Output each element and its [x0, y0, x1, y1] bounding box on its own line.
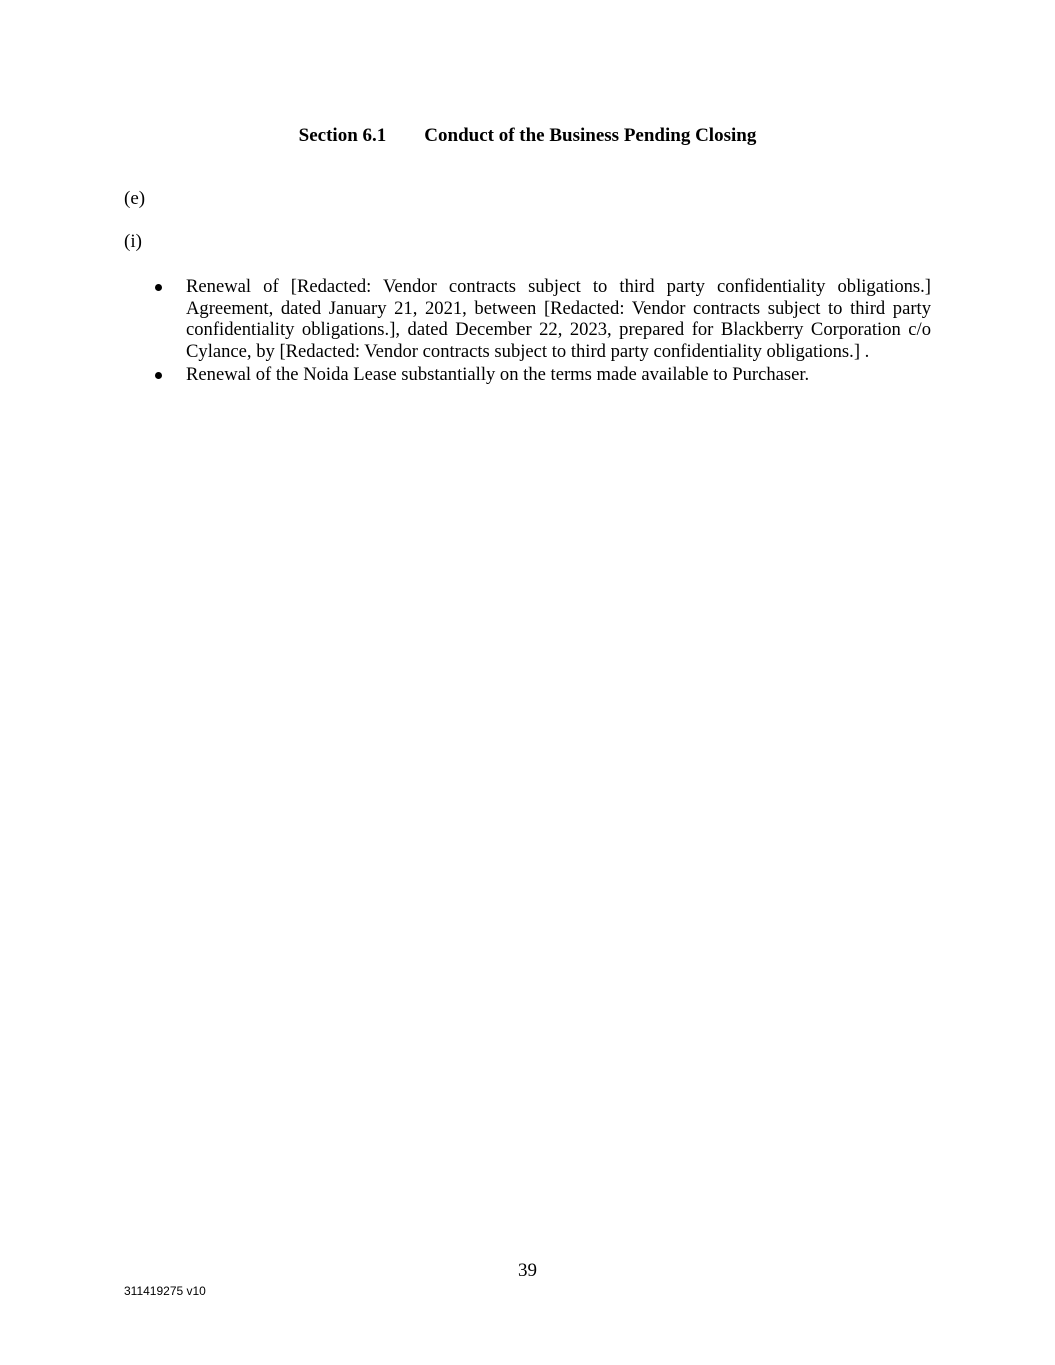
bullet-text: Renewal of the Noida Lease substantially on the terms made available to Purchaser.: [186, 364, 810, 385]
bullet-icon: [155, 284, 162, 291]
paragraph-label-i: (i): [124, 231, 142, 252]
section-number: Section 6.1: [298, 125, 387, 146]
document-id: 311419275 v10: [124, 1284, 206, 1298]
paragraph-label-e: (e): [124, 188, 146, 209]
section-heading: [0, 124, 1055, 148]
bullet-icon: [155, 372, 162, 379]
bullet-item: [155, 276, 931, 362]
section-title: Conduct of the Business Pending Closing: [424, 125, 757, 146]
bullet-list: [155, 276, 931, 388]
page-number: 39: [518, 1260, 537, 1281]
bullet-text: Renewal of [Redacted: Vendor contracts subject to third party confidentiality obligations.] Agreement, dated January 21, 2021, between [Redacted: Vendor contracts subject to third party confidentiality obligations.], dated December 22, 2023, prepared for Blackberry Corporation c/o Cylance, by [Redacted: Vendor contracts subject to third party confidentiality obligations.] .: [186, 276, 931, 362]
bullet-item: [155, 364, 931, 386]
